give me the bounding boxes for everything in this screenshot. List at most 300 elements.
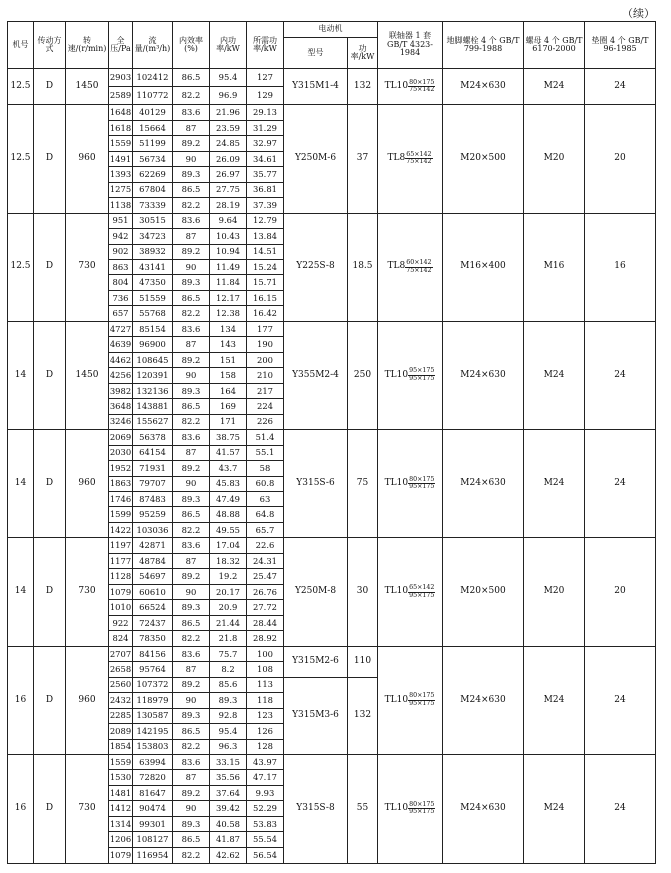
internal-power-cell: 95.4 [210,69,247,87]
internal-power-cell: 17.04 [210,538,247,553]
coupling-fraction [408,585,435,599]
anchor-bolt-cell: M24×630 [443,430,524,538]
internal-power-cell: 134 [210,321,247,336]
pressure-cell: 1530 [109,770,133,785]
required-power-cell: 28.44 [247,615,284,630]
efficiency-cell: 89.3 [173,383,210,398]
motor-power-cell: 55 [348,754,378,863]
header-internal-power: 内功率/kW [210,22,247,69]
pressure-cell: 3246 [109,414,133,429]
pressure-cell: 657 [109,306,133,321]
efficiency-cell: 89.2 [173,352,210,367]
coupling-type: TL8 [387,153,406,164]
fan-model-cell: 12.5 [8,213,34,321]
required-power-cell: 190 [247,337,284,352]
coupling-denominator: 95×175 [409,374,435,382]
motor-power-cell: 37 [348,105,378,213]
pressure-cell: 902 [109,244,133,259]
pressure-cell: 2089 [109,724,133,739]
required-power-cell: 43.97 [247,754,284,769]
pressure-cell: 804 [109,275,133,290]
internal-power-cell: 18.32 [210,553,247,568]
internal-power-cell: 75.7 [210,646,247,661]
pressure-cell: 824 [109,631,133,646]
efficiency-cell: 87 [173,770,210,785]
pressure-cell: 1491 [109,151,133,166]
coupling-numerator: 65×142 [409,583,435,591]
required-power-cell: 22.6 [247,538,284,553]
required-power-cell: 47.17 [247,770,284,785]
flow-cell: 55768 [133,306,173,321]
washer-cell: 24 [585,69,656,105]
efficiency-cell: 83.6 [173,430,210,445]
nut-cell: M24 [524,754,585,863]
required-power-cell: 26.76 [247,584,284,599]
pressure-cell: 4639 [109,337,133,352]
fan-speed-cell: 960 [66,646,109,754]
pressure-cell: 1079 [109,584,133,599]
efficiency-cell: 82.2 [173,198,210,213]
pressure-cell: 922 [109,615,133,630]
anchor-bolt-cell: M16×400 [443,213,524,321]
flow-cell: 66524 [133,600,173,615]
internal-power-cell: 26.09 [210,151,247,166]
required-power-cell: 217 [247,383,284,398]
flow-cell: 108127 [133,832,173,847]
table-row [8,321,656,336]
coupling-numerator: 95×175 [409,367,435,375]
continued-label: （续） [622,7,655,20]
motor-model-cell: Y315S-6 [284,430,348,538]
required-power-cell: 127 [247,69,284,87]
required-power-cell: 13.84 [247,229,284,244]
coupling-type: TL8 [387,261,406,272]
motor-power-cell: 110 [348,646,378,677]
internal-power-cell: 10.94 [210,244,247,259]
coupling-fraction [408,802,435,816]
coupling-denominator: 75×142 [406,266,432,274]
motor-power-cell: 250 [348,321,378,429]
required-power-cell: 32.97 [247,136,284,151]
internal-power-cell: 158 [210,368,247,383]
coupling-fraction [405,152,432,166]
flow-cell: 56734 [133,151,173,166]
flow-cell: 110772 [133,87,173,105]
header-pressure: 全压/Pa [109,22,133,69]
efficiency-cell: 86.5 [173,724,210,739]
coupling-cell [378,105,443,213]
pressure-cell: 2658 [109,662,133,677]
motor-model-cell: Y355M2-4 [284,321,348,429]
internal-power-cell: 40.58 [210,816,247,831]
flow-cell: 96900 [133,337,173,352]
pressure-cell: 1422 [109,522,133,537]
pressure-cell: 2432 [109,693,133,708]
efficiency-cell: 89.3 [173,600,210,615]
coupling-cell [378,69,443,105]
fan-model-cell: 12.5 [8,69,34,105]
flow-cell: 85154 [133,321,173,336]
nut-cell: M24 [524,69,585,105]
internal-power-cell: 27.75 [210,182,247,197]
pressure-cell: 2560 [109,677,133,692]
pressure-cell: 1559 [109,136,133,151]
pressure-cell: 2903 [109,69,133,87]
required-power-cell: 14.51 [247,244,284,259]
required-power-cell: 108 [247,662,284,677]
internal-power-cell: 24.85 [210,136,247,151]
pressure-cell: 2030 [109,445,133,460]
required-power-cell: 55.54 [247,832,284,847]
coupling-spec [387,260,432,274]
flow-cell: 64154 [133,445,173,460]
efficiency-cell: 87 [173,662,210,677]
motor-power-cell: 30 [348,538,378,646]
efficiency-cell: 82.2 [173,87,210,105]
efficiency-cell: 87 [173,445,210,460]
coupling-fraction [408,80,435,94]
pressure-cell: 1618 [109,120,133,135]
flow-cell: 108645 [133,352,173,367]
header-efficiency: 内效率(%) [173,22,210,69]
motor-model-cell: Y315M2-6 [284,646,348,677]
required-power-cell: 224 [247,399,284,414]
flow-cell: 102412 [133,69,173,87]
coupling-numerator: 80×175 [409,78,435,86]
required-power-cell: 226 [247,414,284,429]
internal-power-cell: 49.55 [210,522,247,537]
internal-power-cell: 35.56 [210,770,247,785]
nut-cell: M20 [524,538,585,646]
coupling-numerator: 80×175 [409,692,435,700]
motor-power-cell: 18.5 [348,213,378,321]
efficiency-cell: 89.3 [173,708,210,723]
flow-cell: 107372 [133,677,173,692]
motor-power-cell: 75 [348,430,378,538]
motor-power-cell: 132 [348,69,378,105]
required-power-cell: 210 [247,368,284,383]
internal-power-cell: 20.9 [210,600,247,615]
fan-model-cell: 12.5 [8,105,34,213]
coupling-spec [385,368,436,382]
efficiency-cell: 83.6 [173,538,210,553]
pressure-cell: 1275 [109,182,133,197]
efficiency-cell: 82.2 [173,739,210,754]
required-power-cell: 31.29 [247,120,284,135]
internal-power-cell: 21.44 [210,615,247,630]
efficiency-cell: 89.3 [173,167,210,182]
pressure-cell: 1138 [109,198,133,213]
required-power-cell: 52.29 [247,801,284,816]
pressure-cell: 1393 [109,167,133,182]
fan-model-cell: 14 [8,430,34,538]
table-row [8,430,656,445]
washer-cell: 24 [585,646,656,754]
flow-cell: 62269 [133,167,173,182]
required-power-cell: 129 [247,87,284,105]
coupling-numerator: 60×142 [406,259,432,267]
motor-model-cell: Y250M-6 [284,105,348,213]
coupling-numerator: 80×175 [409,475,435,483]
pressure-cell: 1746 [109,492,133,507]
internal-power-cell: 41.57 [210,445,247,460]
required-power-cell: 28.92 [247,631,284,646]
flow-cell: 40129 [133,105,173,120]
table-row [8,69,656,87]
flow-cell: 51199 [133,136,173,151]
coupling-spec [385,477,436,491]
motor-model-cell: Y225S-8 [284,213,348,321]
required-power-cell: 12.79 [247,213,284,228]
pressure-cell: 1854 [109,739,133,754]
header-motor-power: 功率/kW [348,38,378,69]
coupling-spec [385,585,436,599]
required-power-cell: 113 [247,677,284,692]
header-washer: 垫圈 4 个 GB/T 96-1985 [585,22,656,69]
internal-power-cell: 21.8 [210,631,247,646]
internal-power-cell: 169 [210,399,247,414]
fan-drive-cell: D [34,105,66,213]
required-power-cell: 16.15 [247,290,284,305]
flow-cell: 48784 [133,553,173,568]
anchor-bolt-cell: M24×630 [443,646,524,754]
coupling-spec [385,693,436,707]
efficiency-cell: 87 [173,553,210,568]
flow-cell: 38932 [133,244,173,259]
internal-power-cell: 21.96 [210,105,247,120]
internal-power-cell: 171 [210,414,247,429]
efficiency-cell: 82.2 [173,631,210,646]
flow-cell: 95764 [133,662,173,677]
flow-cell: 87483 [133,492,173,507]
required-power-cell: 200 [247,352,284,367]
required-power-cell: 100 [247,646,284,661]
coupling-type: TL10 [384,478,409,489]
efficiency-cell: 90 [173,584,210,599]
internal-power-cell: 26.97 [210,167,247,182]
anchor-bolt-cell: M20×500 [443,538,524,646]
required-power-cell: 126 [247,724,284,739]
efficiency-cell: 87 [173,337,210,352]
internal-power-cell: 96.9 [210,87,247,105]
efficiency-cell: 89.2 [173,244,210,259]
efficiency-cell: 83.6 [173,754,210,769]
nut-cell: M16 [524,213,585,321]
required-power-cell: 35.77 [247,167,284,182]
flow-cell: 15664 [133,120,173,135]
pressure-cell: 1648 [109,105,133,120]
header-motor-model: 型号 [284,38,348,69]
flow-cell: 99301 [133,816,173,831]
efficiency-cell: 89.3 [173,816,210,831]
flow-cell: 42871 [133,538,173,553]
flow-cell: 79707 [133,476,173,491]
flow-cell: 72437 [133,615,173,630]
flow-cell: 30515 [133,213,173,228]
internal-power-cell: 11.84 [210,275,247,290]
flow-cell: 142195 [133,724,173,739]
efficiency-cell: 89.2 [173,461,210,476]
fan-drive-cell: D [34,754,66,863]
flow-cell: 73339 [133,198,173,213]
efficiency-cell: 86.5 [173,290,210,305]
efficiency-cell: 83.6 [173,105,210,120]
efficiency-cell: 82.2 [173,306,210,321]
coupling-cell [378,646,443,754]
table-row [8,105,656,120]
internal-power-cell: 39.42 [210,801,247,816]
efficiency-cell: 89.3 [173,492,210,507]
motor-model-cell: Y315S-8 [284,754,348,863]
coupling-fraction [405,260,432,274]
washer-cell: 24 [585,754,656,863]
efficiency-cell: 86.5 [173,615,210,630]
flow-cell: 78350 [133,631,173,646]
pressure-cell: 2285 [109,708,133,723]
flow-cell: 95259 [133,507,173,522]
internal-power-cell: 20.17 [210,584,247,599]
efficiency-cell: 83.6 [173,646,210,661]
flow-cell: 155627 [133,414,173,429]
efficiency-cell: 82.2 [173,522,210,537]
pressure-cell: 1412 [109,801,133,816]
anchor-bolt-cell: M24×630 [443,321,524,429]
pressure-cell: 1481 [109,785,133,800]
header-coupling: 联轴器 1 套 GB/T 4323-1984 [378,22,443,69]
coupling-cell [378,430,443,538]
fan-speed-cell: 1450 [66,69,109,105]
internal-power-cell: 92.8 [210,708,247,723]
fan-model-cell: 14 [8,538,34,646]
internal-power-cell: 37.64 [210,785,247,800]
motor-model-cell: Y250M-8 [284,538,348,646]
flow-cell: 130587 [133,708,173,723]
internal-power-cell: 38.75 [210,430,247,445]
fan-drive-cell: D [34,213,66,321]
required-power-cell: 27.72 [247,600,284,615]
flow-cell: 118979 [133,693,173,708]
required-power-cell: 24.31 [247,553,284,568]
header-required-power: 所需功率/kW [247,22,284,69]
pressure-cell: 2069 [109,430,133,445]
header-model: 机号 [8,22,34,69]
pressure-cell: 942 [109,229,133,244]
efficiency-cell: 90 [173,476,210,491]
internal-power-cell: 85.6 [210,677,247,692]
flow-cell: 120391 [133,368,173,383]
pressure-cell: 1128 [109,569,133,584]
required-power-cell: 118 [247,693,284,708]
required-power-cell: 36.81 [247,182,284,197]
pressure-cell: 4727 [109,321,133,336]
coupling-numerator: 65×142 [406,150,432,158]
coupling-cell [378,754,443,863]
table-row [8,754,656,769]
header-flow: 流量/(m³/h) [133,22,173,69]
fan-speed-cell: 1450 [66,321,109,429]
efficiency-cell: 86.5 [173,832,210,847]
fan-drive-cell: D [34,538,66,646]
fan-model-cell: 16 [8,754,34,863]
efficiency-cell: 86.5 [173,399,210,414]
pressure-cell: 1952 [109,461,133,476]
efficiency-cell: 89.2 [173,785,210,800]
required-power-cell: 9.93 [247,785,284,800]
fan-speed-cell: 730 [66,213,109,321]
internal-power-cell: 12.17 [210,290,247,305]
required-power-cell: 58 [247,461,284,476]
washer-cell: 20 [585,538,656,646]
flow-cell: 71931 [133,461,173,476]
efficiency-cell: 86.5 [173,69,210,87]
flow-cell: 67804 [133,182,173,197]
coupling-denominator: 95×175 [409,808,435,816]
nut-cell: M24 [524,646,585,754]
pressure-cell: 951 [109,213,133,228]
motor-power-cell: 132 [348,677,378,754]
pressure-cell: 736 [109,290,133,305]
required-power-cell: 51.4 [247,430,284,445]
internal-power-cell: 95.4 [210,724,247,739]
internal-power-cell: 43.7 [210,461,247,476]
required-power-cell: 16.42 [247,306,284,321]
efficiency-cell: 87 [173,120,210,135]
pressure-cell: 1197 [109,538,133,553]
flow-cell: 132136 [133,383,173,398]
table-row [8,538,656,553]
coupling-fraction [408,368,435,382]
header-speed: 转速/(r/min) [66,22,109,69]
required-power-cell: 55.1 [247,445,284,460]
flow-cell: 43141 [133,259,173,274]
coupling-spec [385,80,436,94]
required-power-cell: 29.13 [247,105,284,120]
internal-power-cell: 164 [210,383,247,398]
flow-cell: 81647 [133,785,173,800]
efficiency-cell: 90 [173,151,210,166]
efficiency-cell: 89.2 [173,677,210,692]
internal-power-cell: 19.2 [210,569,247,584]
motor-model-cell: Y315M3-6 [284,677,348,754]
fan-speed-cell: 730 [66,538,109,646]
efficiency-cell: 90 [173,259,210,274]
flow-cell: 56378 [133,430,173,445]
washer-cell: 20 [585,105,656,213]
coupling-type: TL10 [384,369,409,380]
efficiency-cell: 89.2 [173,569,210,584]
internal-power-cell: 8.2 [210,662,247,677]
fan-model-cell: 16 [8,646,34,754]
flow-cell: 54697 [133,569,173,584]
fan-speed-cell: 960 [66,430,109,538]
washer-cell: 24 [585,321,656,429]
efficiency-cell: 90 [173,693,210,708]
pressure-cell: 1079 [109,847,133,863]
internal-power-cell: 151 [210,352,247,367]
nut-cell: M24 [524,430,585,538]
efficiency-cell: 82.2 [173,847,210,863]
header-motor: 电动机 [284,22,378,38]
efficiency-cell: 83.6 [173,321,210,336]
internal-power-cell: 89.3 [210,693,247,708]
internal-power-cell: 11.49 [210,259,247,274]
pressure-cell: 1206 [109,832,133,847]
coupling-spec [385,802,436,816]
efficiency-cell: 86.5 [173,182,210,197]
pressure-cell: 1314 [109,816,133,831]
pressure-cell: 4256 [109,368,133,383]
flow-cell: 90474 [133,801,173,816]
